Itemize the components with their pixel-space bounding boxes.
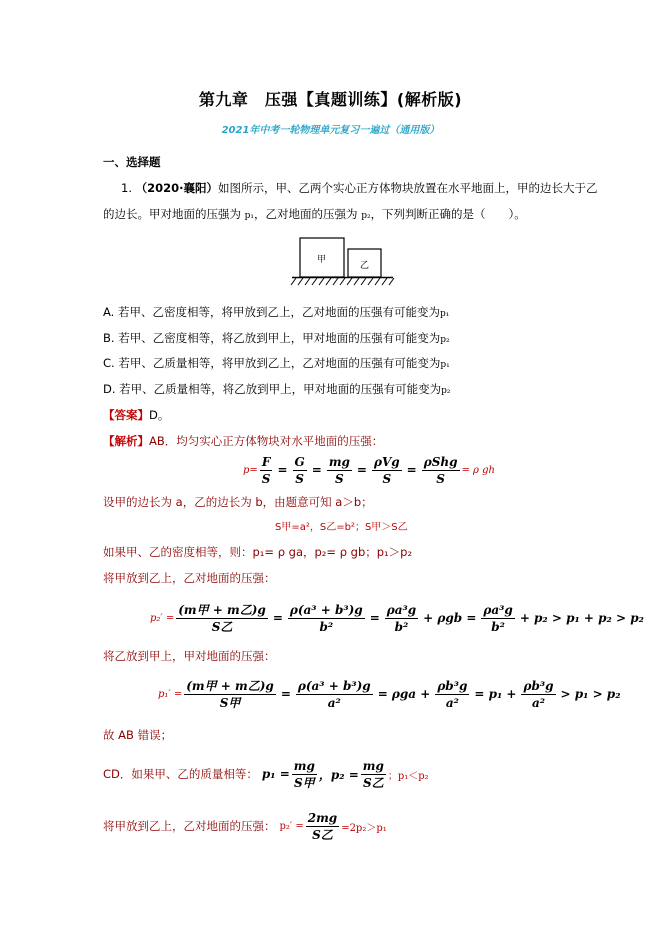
option-a-text: 若甲、乙密度相等，将甲放到乙上，乙对地面的压强有可能变为: [117, 305, 440, 319]
eq3-f2-num: ρ(a³ + b³)g: [297, 678, 371, 693]
eq2-frac-3: [385, 602, 418, 635]
analysis-sides: 设甲的边长为 a，乙的边长为 b，由题意可知 a＞b；: [103, 495, 373, 509]
analysis-intro-text: AB．均匀实心正方体物块对水平地面的压强：: [149, 434, 384, 448]
eq3-f4-den: a²: [531, 695, 546, 710]
equation-pressure: p= $\frac{F}{S}$ = $\frac{G}{S}$ = $\frac{mg}{S}$ = $\frac{\text{ρVg}}{S}$ = $\frac{\text{ρShg}}{S}$ = ρ gh: [243, 454, 495, 486]
eq1-f4-den: S: [382, 471, 392, 486]
eq2-frac-4: [481, 602, 514, 635]
option-a-letter: A.: [103, 305, 115, 319]
analysis-put-b-on-a: 将乙放到甲上，甲对地面的压强：: [103, 649, 276, 663]
equation-b-on-a: p₁′ = $\frac{\text{(m甲 + m乙)g}}{\text{S甲}}$ = $\frac{\text{ρ(a³ + b³)g}}{\text{a²}}$ = ρga + $\frac{\text{ρb³g}}{\text{a²}}$ = p₁ + $\frac{\text{ρb³g}}{\text{a²}}$ > p₁ > p₂: [158, 678, 621, 710]
eq1-f2-num: G: [294, 454, 305, 469]
option-c-var: p₁: [440, 360, 450, 370]
eq1-frac-3: [327, 454, 352, 487]
eq4-num: 2mg: [307, 810, 338, 825]
cd-frac-1: [292, 758, 317, 791]
eq3-frac-1: [184, 678, 276, 711]
analysis-areas: S甲=a²，S乙=b²；S甲＞S乙: [275, 522, 408, 533]
stem-text-b: ，乙对地面的压强为: [254, 207, 358, 221]
eq4-frac: [306, 810, 339, 843]
cd-f2-den: S乙: [362, 775, 384, 790]
option-b-text: 若甲、乙密度相等，将乙放到甲上，甲对地面的压强有可能变为: [118, 331, 441, 345]
eq2-tail: + p₂ > p₁ + p₂ > p₂: [519, 611, 644, 625]
question-figure: [290, 234, 395, 294]
eq1-frac-4: [372, 454, 402, 487]
option-d-letter: D.: [103, 382, 116, 396]
eq4-den: S乙: [312, 827, 333, 842]
option-c-letter: C.: [103, 356, 115, 370]
eq3-mid2: = p₁ +: [474, 687, 517, 701]
cd-p1: p₁ =: [261, 767, 290, 781]
question-stem-line1: [121, 180, 598, 196]
eq2-lhs: p₂′ =: [150, 612, 175, 624]
eq2-f1-num: (m甲 + m乙)g: [178, 602, 266, 617]
option-a: [103, 304, 449, 320]
option-c: [103, 355, 450, 371]
eq1-frac-1: [260, 454, 273, 487]
eq1-f5-den: S: [436, 471, 445, 486]
option-a-var: p₁: [439, 309, 450, 319]
eq2-frac-1: [176, 602, 268, 635]
put3-text: 将甲放到乙上，乙对地面的压强：: [103, 819, 276, 833]
eq1-lhs: p=: [243, 464, 258, 476]
eq1-f1-num: F: [260, 454, 273, 471]
eq2-f3-den: b²: [394, 619, 409, 634]
eq1-f5-num: ρShg: [423, 454, 458, 469]
eq4-lhs: p₂′ =: [279, 820, 304, 832]
eq1-tail: = ρ gh: [461, 464, 495, 476]
stem-var-p2: p₂: [361, 211, 371, 221]
eq3-mid: = ρga +: [377, 687, 431, 701]
eq3-frac-2: [296, 678, 373, 711]
eq3-frac-3: [435, 678, 469, 711]
eq3-f4-num: ρb³g: [523, 678, 554, 693]
eq1-frac-2: [293, 454, 307, 487]
eq2-frac-2: [288, 602, 365, 635]
eq3-f1-den: S甲: [219, 695, 241, 710]
analysis-put-a-on-b-mass: [103, 806, 387, 846]
eq2-f2-num: ρ(a³ + b³)g: [289, 602, 363, 617]
cd-f1-den: S甲: [293, 775, 315, 790]
section-heading: 一、选择题: [103, 155, 161, 169]
analysis-cd: [103, 754, 429, 794]
option-d-text: 若甲、乙质量相等，将乙放到甲上，甲对地面的压强有可能变为: [119, 382, 442, 396]
eq3-frac-4: [521, 678, 555, 711]
analysis-ab-wrong: 故 AB 错误；: [103, 728, 173, 742]
block-b-label: 乙: [360, 261, 370, 271]
eq2-mid: + ρgb =: [423, 611, 477, 625]
option-d-var: p₂: [441, 386, 451, 396]
cd-f2-num: mg: [362, 758, 384, 773]
eq1-f2-den: S: [295, 471, 304, 486]
eq2-f3-num: ρa³g: [386, 602, 417, 617]
question-stem-line2: [103, 206, 526, 222]
eq1-frac-5: [422, 454, 460, 487]
eq2-f4-den: b²: [491, 619, 505, 634]
eq3-f1-num: (m甲 + m乙)g: [186, 678, 274, 693]
stem-var-p1: p₁: [244, 211, 255, 221]
page-subtitle: 2021年中考一轮物理单元复习一遍过（通用版）: [221, 125, 440, 136]
stem-text-a: 的边长。甲对地面的压强为: [103, 207, 241, 221]
blocks-figure: [290, 234, 395, 294]
answer-line: [103, 407, 169, 423]
cd-frac-2: [361, 758, 386, 791]
eq4-tail: =2p₂＞p₁: [341, 822, 387, 834]
question-stem-text: 如图所示，甲、乙两个实心正方体物块放置在水平地面上，甲的边长大于乙: [218, 181, 598, 195]
cd-text: CD．如果甲、乙的质量相等：: [103, 767, 258, 781]
block-a-label: 甲: [317, 255, 327, 265]
analysis-intro: [103, 433, 383, 449]
eq1-f3-num: mg: [328, 454, 350, 469]
analysis-density: 如果甲、乙的密度相等，则：p₁= ρ ga，p₂= ρ gb；p₁＞p₂: [103, 545, 413, 559]
eq1-f1-den: S: [261, 471, 271, 486]
eq2-f2-den: b²: [319, 619, 334, 634]
cd-p2: ，p₂ =: [318, 767, 359, 782]
analysis-put-a-on-b: 将甲放到乙上，乙对地面的压强：: [103, 571, 276, 585]
stem-text-c: ，下列判断正确的是（ ）。: [370, 207, 526, 221]
cd-tail: ；p₁＜p₂: [387, 770, 429, 782]
eq3-f3-den: a²: [445, 695, 459, 710]
eq3-tail: > p₁ > p₂: [560, 687, 621, 701]
option-c-text: 若甲、乙质量相等，将甲放到乙上，乙对地面的压强有可能变为: [118, 356, 441, 370]
eq3-lhs: p₁′ =: [158, 688, 183, 700]
option-b-letter: B.: [103, 331, 115, 345]
eq2-f4-num: ρa³g: [483, 602, 513, 617]
eq1-f4-num: ρVg: [373, 454, 400, 469]
option-b-var: p₂: [440, 335, 450, 345]
answer-label: 【答案】: [103, 408, 149, 422]
eq3-f2-den: a²: [327, 695, 341, 710]
cd-f1-num: mg: [293, 758, 315, 773]
option-b: [103, 330, 450, 346]
question-number: 1.: [121, 181, 132, 195]
eq3-f3-num: ρb³g: [437, 678, 468, 693]
question-source: （2020·襄阳）: [135, 181, 219, 195]
eq2-f1-den: S乙: [211, 619, 233, 634]
analysis-label: 【解析】: [103, 434, 149, 448]
page-title: 第九章 压强【真题训练】(解析版): [198, 90, 463, 109]
equation-a-on-b: p₂′ = $\frac{\text{(m甲 + m乙)g}}{\text{S乙}}$ = $\frac{\text{ρ(a³ + b³)g}}{\text{b²}}$ = $\frac{\text{ρa³g}}{\text{b²}}$ + ρgb = $\frac{\text{ρa³g}}{\text{b²}}$ + p₂ > p₁ + p₂ > p₂: [150, 602, 644, 634]
option-d: [103, 381, 451, 397]
answer-value: D。: [149, 408, 170, 422]
eq1-f3-den: S: [335, 471, 344, 486]
